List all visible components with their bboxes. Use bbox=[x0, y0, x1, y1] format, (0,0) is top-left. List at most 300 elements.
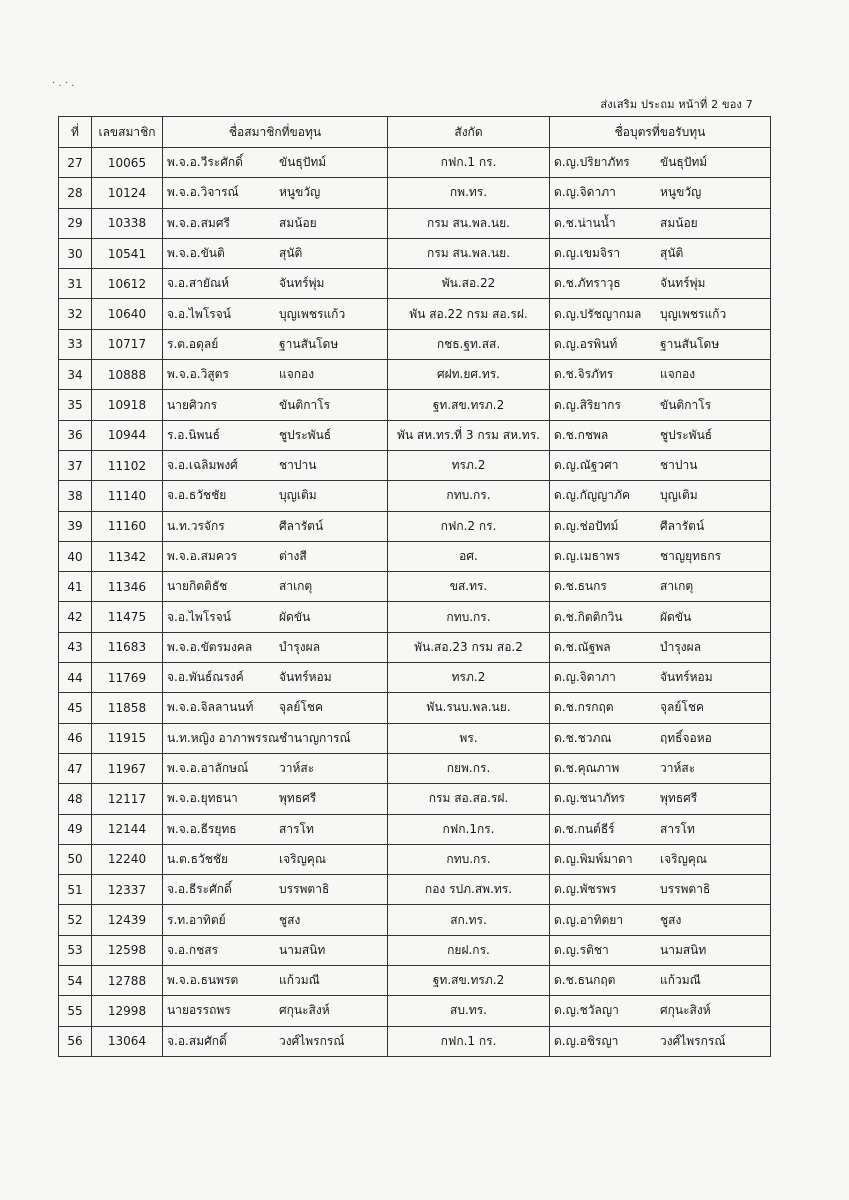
row-number: 28 bbox=[59, 178, 92, 208]
child-name bbox=[550, 572, 771, 602]
child-name bbox=[550, 450, 771, 480]
unit: กฟก.2 กร. bbox=[388, 511, 550, 541]
table-row bbox=[59, 753, 771, 783]
child-first-name: ด.ช.จิรภัทร bbox=[554, 367, 614, 382]
member-first-name: พ.จ.อ.จิลลานนท์ bbox=[167, 700, 254, 715]
member-last-name: ขันธุปัทม์ bbox=[279, 155, 327, 170]
child-last-name: จันทร์หอม bbox=[660, 670, 713, 685]
member-id: 11342 bbox=[92, 541, 163, 571]
row-number: 30 bbox=[59, 238, 92, 268]
table-row bbox=[59, 905, 771, 935]
member-first-name: จ.อ.ธวัชชัย bbox=[167, 488, 227, 503]
row-number: 46 bbox=[59, 723, 92, 753]
member-last-name: วาห์สะ bbox=[279, 761, 315, 776]
table-row bbox=[59, 481, 771, 511]
table-row bbox=[59, 541, 771, 571]
member-name bbox=[163, 572, 388, 602]
member-name bbox=[163, 360, 388, 390]
member-first-name: นายกิตติธัช bbox=[167, 579, 228, 594]
member-id: 11475 bbox=[92, 602, 163, 632]
row-number: 39 bbox=[59, 511, 92, 541]
child-first-name: ด.ช.ชวภณ bbox=[554, 730, 612, 745]
member-first-name: ร.ต.อดุลย์ bbox=[167, 336, 219, 351]
member-last-name: บำรุงผล bbox=[279, 639, 321, 654]
member-last-name: สาเกตุ bbox=[279, 579, 313, 594]
child-name bbox=[550, 390, 771, 420]
unit: กยพ.กร. bbox=[388, 753, 550, 783]
table-row bbox=[59, 602, 771, 632]
member-last-name: ต่างสี bbox=[279, 549, 307, 563]
member-id: 10124 bbox=[92, 178, 163, 208]
child-name bbox=[550, 148, 771, 178]
member-id: 11683 bbox=[92, 632, 163, 662]
member-last-name: ชาปาน bbox=[279, 458, 317, 473]
member-first-name: พ.จ.อ.ยุทธนา bbox=[167, 791, 238, 806]
child-name bbox=[550, 935, 771, 965]
child-first-name: ด.ญ.รติชา bbox=[554, 942, 609, 957]
member-last-name: เจริญคุณ bbox=[279, 851, 326, 866]
child-first-name: ด.ช.คุณภาพ bbox=[554, 761, 620, 776]
scan-specks: · . · . bbox=[52, 78, 75, 89]
member-name bbox=[163, 723, 388, 753]
child-last-name: พุทธศรี bbox=[660, 791, 698, 806]
child-first-name: ด.ญ.กัญญาภัค bbox=[554, 488, 631, 503]
member-id: 10612 bbox=[92, 269, 163, 299]
member-first-name: พ.จ.อ.ธีรยุทธ bbox=[167, 821, 237, 836]
member-last-name: ศีลารัตน์ bbox=[279, 518, 324, 533]
row-number: 31 bbox=[59, 269, 92, 299]
child-last-name: บุญเพชรแก้ว bbox=[660, 306, 727, 321]
child-first-name: ด.ญ.จิดาภา bbox=[554, 670, 616, 685]
child-last-name: ขันติกาโร bbox=[660, 397, 712, 412]
table-row bbox=[59, 875, 771, 905]
member-name bbox=[163, 208, 388, 238]
member-name bbox=[163, 269, 388, 299]
unit: ฐท.สข.ทรภ.2 bbox=[388, 390, 550, 420]
row-number: 48 bbox=[59, 784, 92, 814]
row-number: 35 bbox=[59, 390, 92, 420]
child-first-name: ด.ช.น่านน้ำ bbox=[554, 215, 616, 230]
table-row bbox=[59, 784, 771, 814]
member-last-name: ชูสง bbox=[279, 912, 301, 927]
member-name bbox=[163, 966, 388, 996]
row-number: 51 bbox=[59, 875, 92, 905]
child-last-name: สาเกตุ bbox=[660, 579, 694, 594]
member-name bbox=[163, 299, 388, 329]
unit: กยฝ.กร. bbox=[388, 935, 550, 965]
child-name bbox=[550, 511, 771, 541]
member-last-name: หนูขวัญ bbox=[279, 185, 321, 200]
child-name bbox=[550, 844, 771, 874]
member-name bbox=[163, 390, 388, 420]
child-name bbox=[550, 814, 771, 844]
child-first-name: ด.ช.กิตติกวิน bbox=[554, 609, 623, 624]
child-last-name: จันทร์พุ่ม bbox=[660, 276, 706, 291]
child-first-name: ด.ญ.เมธาพร bbox=[554, 549, 621, 563]
unit: อศ. bbox=[388, 541, 550, 571]
member-last-name: จันทร์หอม bbox=[279, 670, 332, 685]
row-number: 38 bbox=[59, 481, 92, 511]
member-name bbox=[163, 996, 388, 1026]
child-first-name: ด.ญ.อรพินท์ bbox=[554, 336, 618, 351]
member-name bbox=[163, 875, 388, 905]
member-id: 11858 bbox=[92, 693, 163, 723]
child-name bbox=[550, 1026, 771, 1056]
child-last-name: วงศ์ไพรกรณ์ bbox=[660, 1033, 726, 1048]
table-row bbox=[59, 844, 771, 874]
child-name bbox=[550, 966, 771, 996]
member-last-name: ขันติกาโร bbox=[279, 397, 331, 412]
unit: พัน.สอ.23 กรม สอ.2 bbox=[388, 632, 550, 662]
member-id: 10065 bbox=[92, 148, 163, 178]
member-last-name: สารโท bbox=[279, 821, 314, 836]
table-row bbox=[59, 178, 771, 208]
unit: กรม สน.พล.นย. bbox=[388, 208, 550, 238]
member-id: 10944 bbox=[92, 420, 163, 450]
table-row bbox=[59, 269, 771, 299]
member-last-name: นามสนิท bbox=[279, 942, 326, 957]
child-name bbox=[550, 693, 771, 723]
member-id: 10541 bbox=[92, 238, 163, 268]
member-id: 12998 bbox=[92, 996, 163, 1026]
member-name bbox=[163, 450, 388, 480]
child-last-name: ศกุนะสิงห์ bbox=[660, 1003, 711, 1018]
unit: พร. bbox=[388, 723, 550, 753]
unit: พัน สอ.22 กรม สอ.รฝ. bbox=[388, 299, 550, 329]
row-number: 56 bbox=[59, 1026, 92, 1056]
child-last-name: นามสนิท bbox=[660, 942, 707, 957]
child-first-name: ด.ช.กนต์ธีร์ bbox=[554, 821, 615, 836]
member-name bbox=[163, 844, 388, 874]
member-first-name: พ.จ.อ.ขัตรมงคล bbox=[167, 639, 253, 654]
member-id: 11915 bbox=[92, 723, 163, 753]
member-last-name: สุนัติ bbox=[279, 246, 303, 261]
member-name bbox=[163, 693, 388, 723]
child-last-name: ผัดขัน bbox=[660, 609, 692, 624]
table-row bbox=[59, 329, 771, 359]
child-first-name: ด.ญ.ช่อปัทม์ bbox=[554, 518, 619, 533]
child-first-name: ด.ช.กชพล bbox=[554, 427, 609, 442]
child-name bbox=[550, 632, 771, 662]
member-name bbox=[163, 148, 388, 178]
member-name bbox=[163, 935, 388, 965]
row-number: 43 bbox=[59, 632, 92, 662]
child-first-name: ด.ช.ณัฐพล bbox=[554, 639, 611, 654]
member-id: 10918 bbox=[92, 390, 163, 420]
member-id: 12144 bbox=[92, 814, 163, 844]
row-number: 53 bbox=[59, 935, 92, 965]
table-row bbox=[59, 996, 771, 1026]
child-last-name: ฐานสันโดษ bbox=[660, 336, 720, 351]
unit: กทบ.กร. bbox=[388, 844, 550, 874]
child-name bbox=[550, 663, 771, 693]
member-last-name: วงศ์ไพรกรณ์ bbox=[279, 1033, 345, 1048]
member-first-name: พ.จ.อ.ขันติ bbox=[167, 246, 225, 261]
col-header-no: ที่ bbox=[59, 117, 92, 148]
member-name bbox=[163, 753, 388, 783]
child-last-name: แจกอง bbox=[660, 367, 696, 382]
member-last-name: จุลย์โชค bbox=[279, 700, 324, 715]
unit: สบ.ทร. bbox=[388, 996, 550, 1026]
scholarship-table bbox=[58, 116, 771, 1057]
child-last-name: ชูสง bbox=[660, 912, 682, 927]
unit: ทรภ.2 bbox=[388, 663, 550, 693]
row-number: 49 bbox=[59, 814, 92, 844]
child-first-name: ด.ญ.อาทิตยา bbox=[554, 912, 624, 927]
child-first-name: ด.ญ.ชวัลญา bbox=[554, 1003, 619, 1018]
child-last-name: บุญเติม bbox=[660, 488, 698, 503]
child-first-name: ด.ญ.ปริยาภัทร bbox=[554, 155, 630, 170]
child-last-name: ชาปาน bbox=[660, 458, 698, 473]
child-first-name: ด.ญ.ชนาภัทร bbox=[554, 791, 625, 806]
member-id: 11967 bbox=[92, 753, 163, 783]
table-body bbox=[59, 148, 771, 1057]
unit: พัน.สอ.22 bbox=[388, 269, 550, 299]
member-first-name: นายศิวกร bbox=[167, 397, 218, 412]
page-number-label: ส่งเสริม ประถม หน้าที่ 2 ของ 7 bbox=[600, 98, 753, 111]
member-first-name: จ.อ.สายัณห์ bbox=[167, 276, 230, 291]
table-row bbox=[59, 723, 771, 753]
table-row bbox=[59, 390, 771, 420]
table-row bbox=[59, 420, 771, 450]
child-name bbox=[550, 784, 771, 814]
member-id: 10338 bbox=[92, 208, 163, 238]
child-last-name: เจริญคุณ bbox=[660, 851, 707, 866]
member-id: 11160 bbox=[92, 511, 163, 541]
child-name bbox=[550, 360, 771, 390]
child-first-name: ด.ช.ธนกฤต bbox=[554, 973, 616, 988]
member-last-name: ชูประพันธ์ bbox=[279, 427, 332, 442]
child-name bbox=[550, 905, 771, 935]
unit: ศฝท.ยศ.ทร. bbox=[388, 360, 550, 390]
member-id: 10888 bbox=[92, 360, 163, 390]
member-last-name: ผัดขัน bbox=[279, 609, 311, 624]
member-name bbox=[163, 511, 388, 541]
col-header-member-name: ชื่อสมาชิกที่ขอทุน bbox=[163, 117, 388, 148]
member-first-name: พ.จ.อ.วิสูตร bbox=[167, 367, 229, 382]
child-name bbox=[550, 481, 771, 511]
child-first-name: ด.ญ.ณัฐวศา bbox=[554, 458, 619, 473]
child-first-name: ด.ช.กรกฤต bbox=[554, 700, 614, 715]
member-first-name: น.ต.ธวัชชัย bbox=[167, 851, 229, 866]
table-row bbox=[59, 450, 771, 480]
table-header-row bbox=[59, 117, 771, 148]
row-number: 32 bbox=[59, 299, 92, 329]
row-number: 40 bbox=[59, 541, 92, 571]
table-row bbox=[59, 663, 771, 693]
child-name bbox=[550, 875, 771, 905]
row-number: 44 bbox=[59, 663, 92, 693]
child-last-name: สารโท bbox=[660, 821, 695, 836]
member-id: 12788 bbox=[92, 966, 163, 996]
child-last-name: สุนัติ bbox=[660, 246, 684, 261]
unit: ฐท.สข.ทรภ.2 bbox=[388, 966, 550, 996]
unit: กทบ.กร. bbox=[388, 602, 550, 632]
unit: กพ.ทร. bbox=[388, 178, 550, 208]
row-number: 50 bbox=[59, 844, 92, 874]
member-last-name: ศกุนะสิงห์ bbox=[279, 1003, 330, 1018]
unit: กทบ.กร. bbox=[388, 481, 550, 511]
row-number: 47 bbox=[59, 753, 92, 783]
member-last-name: ชำนาญการณ์ bbox=[279, 730, 351, 745]
table-row bbox=[59, 238, 771, 268]
table-row bbox=[59, 572, 771, 602]
row-number: 33 bbox=[59, 329, 92, 359]
child-name bbox=[550, 996, 771, 1026]
member-name bbox=[163, 602, 388, 632]
table-row bbox=[59, 1026, 771, 1056]
row-number: 41 bbox=[59, 572, 92, 602]
member-first-name: จ.อ.ธีระศักดิ์ bbox=[167, 882, 232, 897]
unit: สก.ทร. bbox=[388, 905, 550, 935]
child-first-name: ด.ช.ภัทราวุธ bbox=[554, 276, 621, 291]
col-header-child-name: ชื่อบุตรที่ขอรับทุน bbox=[550, 117, 771, 148]
unit: กรม สอ.สอ.รฝ. bbox=[388, 784, 550, 814]
table-row bbox=[59, 511, 771, 541]
member-id: 12439 bbox=[92, 905, 163, 935]
member-last-name: บุญเติม bbox=[279, 488, 317, 503]
child-first-name: ด.ญ.เขมจิรา bbox=[554, 246, 621, 261]
table-row bbox=[59, 693, 771, 723]
member-name bbox=[163, 481, 388, 511]
row-number: 45 bbox=[59, 693, 92, 723]
child-last-name: สมน้อย bbox=[660, 215, 698, 230]
member-last-name: สมน้อย bbox=[279, 215, 317, 230]
member-first-name: จ.อ.เฉลิมพงศ์ bbox=[167, 458, 238, 473]
member-id: 11140 bbox=[92, 481, 163, 511]
member-id: 11769 bbox=[92, 663, 163, 693]
row-number: 54 bbox=[59, 966, 92, 996]
member-name bbox=[163, 784, 388, 814]
member-first-name: จ.อ.พันธ์ณรงค์ bbox=[167, 670, 244, 685]
row-number: 55 bbox=[59, 996, 92, 1026]
unit: กฟก.1 กร. bbox=[388, 1026, 550, 1056]
member-name bbox=[163, 814, 388, 844]
table-row bbox=[59, 148, 771, 178]
child-name bbox=[550, 723, 771, 753]
unit: กรม สน.พล.นย. bbox=[388, 238, 550, 268]
unit: พัน สห.ทร.ที่ 3 กรม สห.ทร. bbox=[388, 420, 550, 450]
member-first-name: ร.อ.นิพนธ์ bbox=[167, 427, 220, 442]
unit: พัน.รนบ.พล.นย. bbox=[388, 693, 550, 723]
child-first-name: ด.ญ.จิดาภา bbox=[554, 185, 616, 200]
child-name bbox=[550, 753, 771, 783]
table-row bbox=[59, 208, 771, 238]
row-number: 37 bbox=[59, 450, 92, 480]
member-last-name: จันทร์พุ่ม bbox=[279, 276, 325, 291]
child-last-name: บรรพตาธิ bbox=[660, 882, 711, 897]
child-first-name: ด.ช.ธนกร bbox=[554, 579, 607, 594]
member-last-name: บรรพตาธิ bbox=[279, 882, 330, 897]
member-name bbox=[163, 238, 388, 268]
member-first-name: พ.จ.อ.สมศรี bbox=[167, 215, 230, 230]
unit: กอง รปภ.สพ.ทร. bbox=[388, 875, 550, 905]
unit: ขส.ทร. bbox=[388, 572, 550, 602]
row-number: 29 bbox=[59, 208, 92, 238]
child-last-name: ขันธุปัทม์ bbox=[660, 155, 708, 170]
member-name bbox=[163, 632, 388, 662]
member-first-name: จ.อ.ไพโรจน์ bbox=[167, 609, 231, 624]
member-id: 12337 bbox=[92, 875, 163, 905]
child-last-name: ฤทธิ์จอหอ bbox=[660, 730, 712, 745]
member-name bbox=[163, 541, 388, 571]
table-row bbox=[59, 935, 771, 965]
unit: กชธ.ฐท.สส. bbox=[388, 329, 550, 359]
child-first-name: ด.ญ.ปรัชญากมล bbox=[554, 306, 642, 321]
col-header-unit: สังกัด bbox=[388, 117, 550, 148]
child-last-name: วาห์สะ bbox=[660, 761, 696, 776]
table-row bbox=[59, 299, 771, 329]
row-number: 52 bbox=[59, 905, 92, 935]
row-number: 34 bbox=[59, 360, 92, 390]
unit: กฟก.1 กร. bbox=[388, 148, 550, 178]
member-last-name: บุญเพชรแก้ว bbox=[279, 306, 346, 321]
member-id: 11102 bbox=[92, 450, 163, 480]
child-name bbox=[550, 238, 771, 268]
member-first-name: จ.อ.กชสร bbox=[167, 942, 219, 957]
child-name bbox=[550, 602, 771, 632]
member-last-name: แก้วมณี bbox=[279, 973, 320, 988]
member-name bbox=[163, 178, 388, 208]
member-id: 11346 bbox=[92, 572, 163, 602]
member-first-name: น.ท.หญิง อาภาพรรณ bbox=[167, 730, 280, 745]
member-first-name: น.ท.วรจักร bbox=[167, 518, 225, 533]
member-first-name: พ.จ.อ.วิจารณ์ bbox=[167, 185, 239, 200]
child-name bbox=[550, 269, 771, 299]
member-name bbox=[163, 1026, 388, 1056]
member-id: 10717 bbox=[92, 329, 163, 359]
member-first-name: ร.ท.อาทิตย์ bbox=[167, 912, 226, 927]
child-last-name: บำรุงผล bbox=[660, 639, 702, 654]
member-last-name: พุทธศรี bbox=[279, 791, 317, 806]
child-name bbox=[550, 178, 771, 208]
member-first-name: พ.จ.อ.ธนพรต bbox=[167, 973, 239, 988]
child-last-name: ชาญยุทธกร bbox=[660, 549, 722, 563]
member-first-name: พ.จ.อ.วีระศักดิ์ bbox=[167, 155, 243, 170]
unit: กฟก.1กร. bbox=[388, 814, 550, 844]
table-row bbox=[59, 814, 771, 844]
child-name bbox=[550, 208, 771, 238]
row-number: 42 bbox=[59, 602, 92, 632]
member-id: 12598 bbox=[92, 935, 163, 965]
member-last-name: แจกอง bbox=[279, 367, 315, 382]
member-id: 12117 bbox=[92, 784, 163, 814]
member-last-name: ฐานสันโดษ bbox=[279, 336, 339, 351]
unit: ทรภ.2 bbox=[388, 450, 550, 480]
member-first-name: พ.จ.อ.สมควร bbox=[167, 549, 238, 563]
table-row bbox=[59, 632, 771, 662]
child-first-name: ด.ญ.พิมพ์มาดา bbox=[554, 851, 633, 866]
member-name bbox=[163, 420, 388, 450]
child-name bbox=[550, 299, 771, 329]
member-id: 10640 bbox=[92, 299, 163, 329]
col-header-member-id: เลขสมาชิก bbox=[92, 117, 163, 148]
child-name bbox=[550, 420, 771, 450]
member-first-name: นายอรรถพร bbox=[167, 1003, 231, 1018]
member-first-name: จ.อ.ไพโรจน์ bbox=[167, 306, 231, 321]
member-first-name: พ.จ.อ.อาลักษณ์ bbox=[167, 761, 249, 776]
row-number: 27 bbox=[59, 148, 92, 178]
child-name bbox=[550, 541, 771, 571]
child-first-name: ด.ญ.สิริยากร bbox=[554, 397, 621, 412]
child-last-name: แก้วมณี bbox=[660, 973, 701, 988]
child-first-name: ด.ญ.อชิรญา bbox=[554, 1033, 619, 1048]
child-last-name: หนูขวัญ bbox=[660, 185, 702, 200]
child-last-name: ชูประพันธ์ bbox=[660, 427, 713, 442]
table-row bbox=[59, 966, 771, 996]
member-name bbox=[163, 905, 388, 935]
table-row bbox=[59, 360, 771, 390]
